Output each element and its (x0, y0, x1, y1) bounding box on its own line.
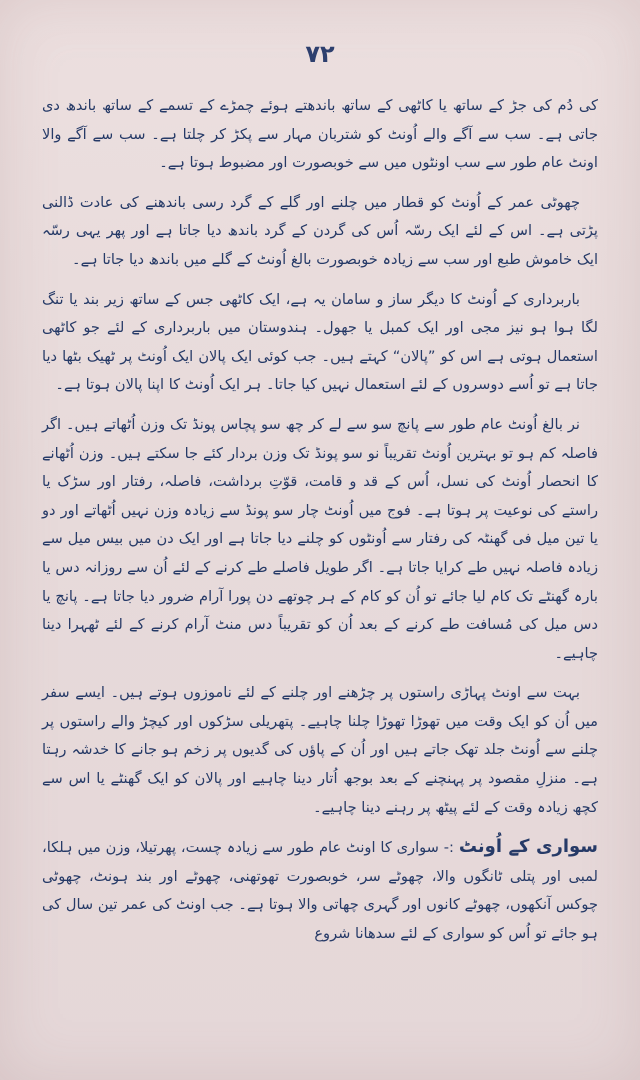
paragraph-mountain-routes: بہت سے اونٹ پہاڑی راستوں پر چڑھنے اور چلنے کے لئے ناموزوں ہوتے ہیں۔ ایسے سفر میں اُن کو ایک وقت میں تھوڑا تھوڑا چلنا چاہیے۔ پتھریلی سڑکوں اور کیچڑ والے راستوں پر چلنے سے اُونٹ جلد تھک جاتے ہیں اور اُن کے پاؤں کی گدیوں پر زخم ہو جانے کا خدشہ رہتا ہے۔ منزلِ مقصود پر پہنچنے کے بعد بوجھ اُتار دینا چاہیے اور پالان کو ایک گھنٹے یا اس سے کچھ زیادہ وقت کے لئے پیٹھ پر رہنے دینا چاہیے۔ (42, 684, 598, 816)
paragraph-camel-tying: کی دُم کی جڑ کے ساتھ یا کاٹھی کے ساتھ باندھتے ہوئے چمڑے کے تسمے کے ساتھ باندھ دی جاتی ہے۔ سب سے آگے والے اُونٹ کو شتربان مہار سے پکڑ کر چلتا ہے۔ سب سے آگے والا اونٹ عام طور سے سب اونٹوں میں سے خوبصورت اور مضبوط ہوتا ہے۔ (42, 97, 598, 172)
riding-camels-heading: سواری کے اُونٹ (458, 836, 598, 858)
paragraph-load-capacity: نر بالغ اُونٹ عام طور سے پانچ سو سے لے کر چھ سو پچاس پونڈ تک وزن اُٹھاتے ہیں۔ اگر فاصلہ کم ہو تو بہترین اُونٹ تقریباً نو سو پونڈ تک وزن بردار کئے جا سکتے ہیں۔ وزن اُٹھانے کا انحصار اُونٹ کی نسل، اُس کے قد و قامت، قوّتِ برداشت، فاصلہ، رفتار اور سڑک یا راستے کی نوعیت پر ہوتا ہے۔ فوج میں اُونٹ چار سو پونڈ سے زیادہ وزن نہیں اُٹھاتے اور دو یا تین میل فی گھنٹہ کی رفتار سے اُونٹوں کو چلنے دیا جاتا ہے اور ایک دن میں بیس میل سے زیادہ فاصلہ نہیں طے کرایا جاتا ہے۔ اگر طویل فاصلے طے کرنے کے لئے اُن سے روزانہ دس یا بارہ گھنٹے تک کام لیا جائے تو اُن کو کام کے ہر چوتھے دن پورا آرام ضرور دیا جاتا ہے۔ پانچ یا دس میل کی مُسافت طے کرنے کے بعد اُن کو تقریباً دس منٹ آرام کرنے کے لئے ٹھہرا دینا چاہیے۔ (42, 415, 598, 662)
page-body (42, 92, 598, 960)
paragraph-young-camel-training: چھوٹی عمر کے اُونٹ کو قطار میں چلنے اور گلے کے گرد رسی باندھنے کی عادت ڈالنی پڑتی ہے۔ اس کے لئے ایک رسّہ اُس کی گردن کے گرد باندھ دیا جاتا ہے اور پھر یہی رسّہ ایک خاموش طبع اور سب سے زیادہ خوبصورت بالغ اُونٹ کے گلے میں باندھ دیا جاتا ہے۔ (42, 193, 598, 268)
riding-camels-text: :- سواری کا اونٹ عام طور سے زیادہ چست، پھرتیلا، وزن میں ہلکا، لمبی اور پتلی ٹانگوں والا، چھوٹے سر، خوبصورت تھوتھنی، چھوٹے اور بند ہونٹ، چھوٹی چوکس آنکھوں، چھوٹے کانوں اور گہری چھاتی والا ہوتا ہے۔ جب اونٹ کی عمر تین سال کی ہو جائے تو اُس کو سواری کے لئے سدھانا شروع (42, 839, 598, 943)
paragraph-saddle-equipment: باربرداری کے اُونٹ کا دیگر ساز و سامان یہ ہے، ایک کاٹھی جس کے ساتھ زیر بند یا تنگ لگا ہوا ہو نیز مجی اور ایک کمبل یا جھول۔ ہندوستان میں باربرداری کے لئے جو کاٹھی استعمال ہوتی ہے اس کو ”پالان“ کہتے ہیں۔ جب کوئی ایک پالان ایک اُونٹ پر ٹھیک بٹھا دیا جاتا ہے تو اُسے دوسروں کے لئے استعمال نہیں کیا جاتا۔ ہر ایک اُونٹ کا اپنا پالان ہوتا ہے۔ (42, 290, 598, 394)
paragraph-riding-camels (42, 833, 598, 948)
page-number: ۷۲ (305, 40, 335, 68)
